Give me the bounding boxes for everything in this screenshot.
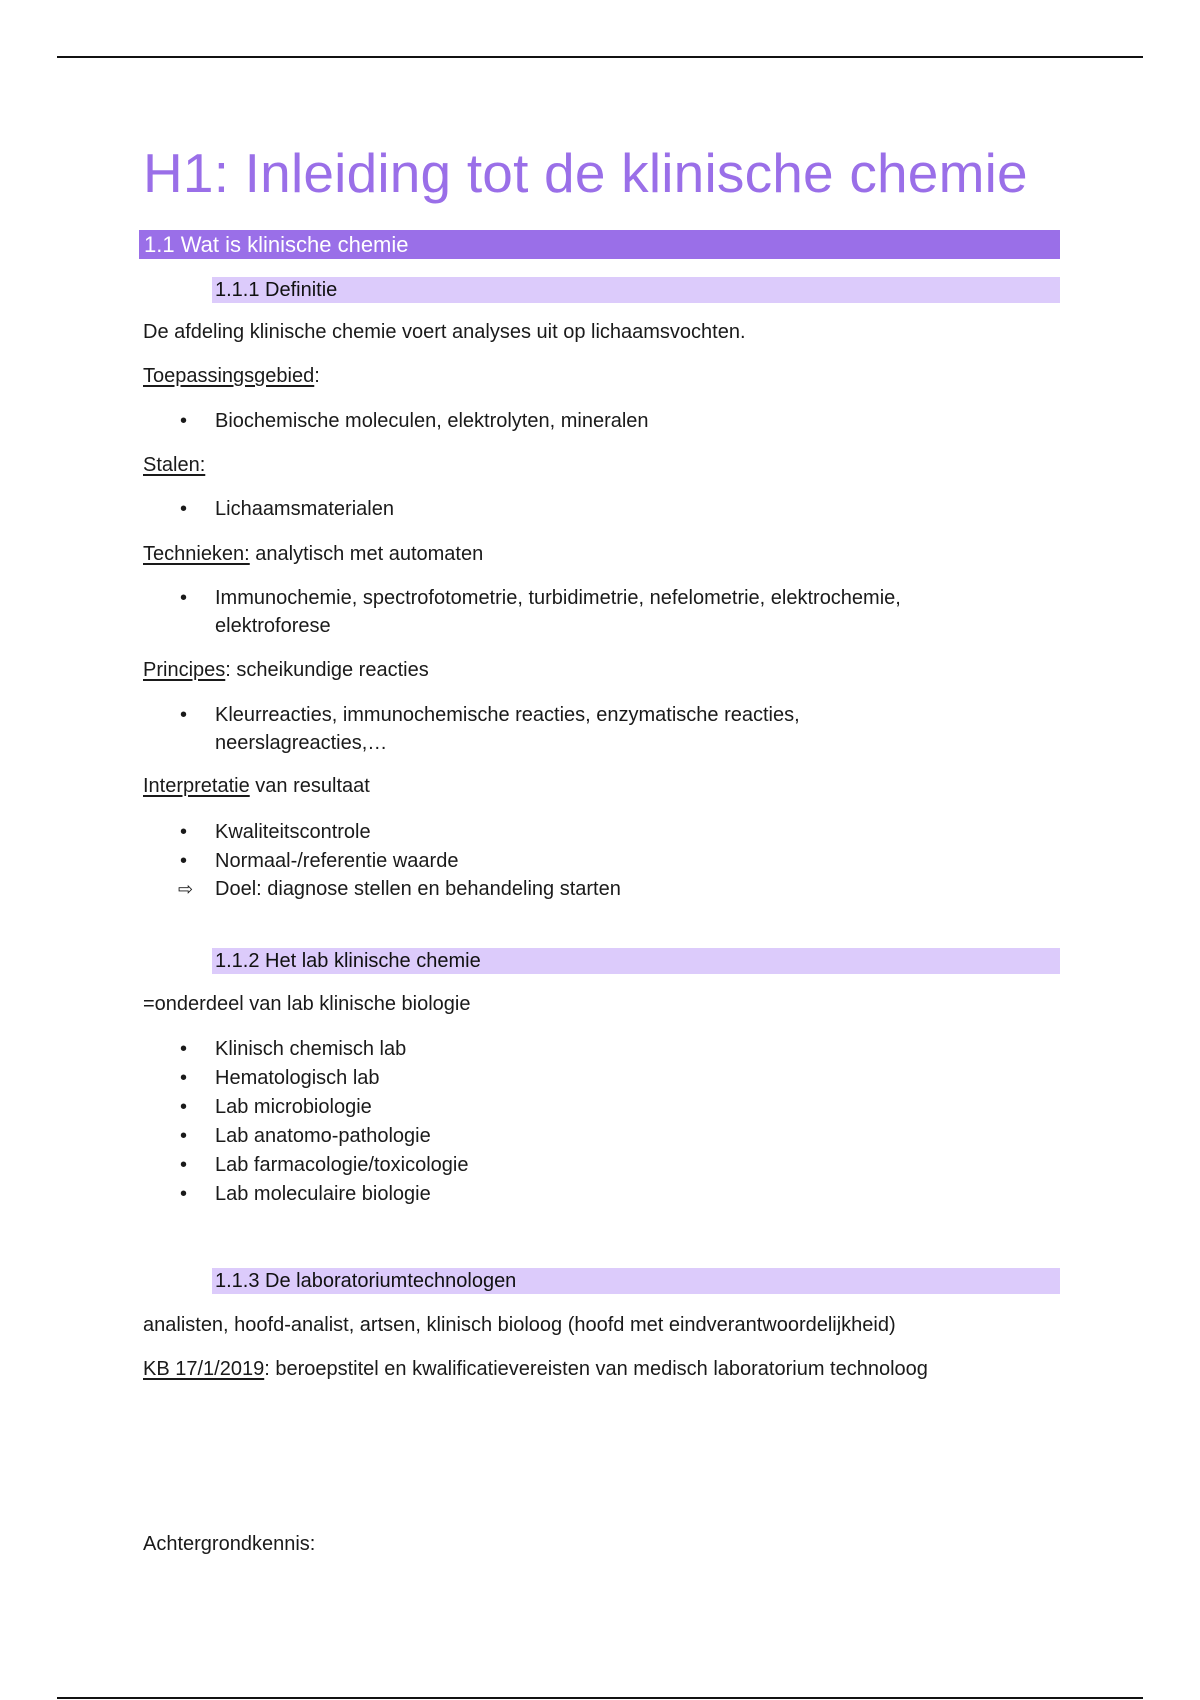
list-item: Immunochemie, spectrofotometrie, turbidimetrie, nefelometrie, elektrochemie, [215, 587, 901, 609]
stalen-label: Stalen: [143, 454, 206, 476]
section-heading: 1.1 Wat is klinische chemie [139, 230, 1060, 259]
kb-rest: : beroepstitel en kwalificatievereisten van medisch laboratorium technoloog [264, 1358, 928, 1380]
subsection-heading-lab: 1.1.2 Het lab klinische chemie [212, 948, 1060, 974]
list-item: Hematologisch lab [215, 1067, 380, 1089]
list-item: Klinisch chemisch lab [215, 1038, 407, 1060]
bullet-icon: • [180, 1067, 188, 1089]
page-title: H1: Inleiding tot de klinische chemie [143, 142, 1028, 204]
top-rule [57, 56, 1143, 58]
kb-line [143, 1355, 928, 1383]
bullet-icon: • [180, 821, 188, 843]
list-item: Normaal-/referentie waarde [215, 850, 459, 872]
achtergrond-label: Achtergrondkennis: [143, 1533, 316, 1555]
list-item: Biochemische moleculen, elektrolyten, mineralen [215, 410, 649, 432]
list-item: Lab microbiologie [215, 1096, 372, 1118]
bullet-icon: • [180, 1038, 188, 1060]
list-item: Kleurreacties, immunochemische reacties, enzymatische reacties, [215, 704, 800, 726]
toepassing-suffix: : [314, 365, 320, 387]
interpretatie-label: Interpretatie [143, 775, 250, 797]
list-item: Lab farmacologie/toxicologie [215, 1154, 469, 1176]
principes-line [143, 656, 429, 684]
bullet-icon: • [180, 1183, 188, 1205]
subsection-heading-definitie: 1.1.1 Definitie [212, 277, 1060, 303]
list-item: Lichaamsmaterialen [215, 498, 394, 520]
toepassing-label: Toepassingsgebied [143, 365, 315, 387]
kb-label: KB 17/1/2019 [143, 1358, 265, 1380]
bullet-icon: • [180, 704, 188, 726]
bullet-icon: • [180, 498, 188, 520]
toepassing-line [143, 362, 320, 390]
subsection-heading-technologen: 1.1.3 De laboratoriumtechnologen [212, 1268, 1060, 1294]
list-item-doel: Doel: diagnose stellen en behandeling starten [215, 878, 621, 900]
technologen-intro: analisten, hoofd-analist, artsen, klinisch bioloog (hoofd met eindverantwoordelijkheid) [143, 1314, 896, 1336]
list-item: Lab anatomo-pathologie [215, 1125, 431, 1147]
technieken-rest: analytisch met automaten [249, 543, 484, 565]
bottom-rule [57, 1697, 1143, 1699]
bullet-icon: • [180, 1125, 188, 1147]
principes-label: Principes [143, 659, 226, 681]
bullet-icon: • [180, 1096, 188, 1118]
technieken-label: Technieken: [143, 543, 250, 565]
list-item-continuation: elektroforese [215, 615, 331, 637]
bullet-icon: • [180, 1154, 188, 1176]
definitie-intro: De afdeling klinische chemie voert analyses uit op lichaamsvochten. [143, 321, 746, 343]
bullet-icon: • [180, 850, 188, 872]
bullet-icon: • [180, 410, 188, 432]
list-item: Lab moleculaire biologie [215, 1183, 431, 1205]
interpretatie-line [143, 772, 370, 800]
lab-intro: =onderdeel van lab klinische biologie [143, 993, 471, 1015]
bullet-icon: • [180, 587, 188, 609]
arrow-right-icon: ⇨ [178, 879, 194, 899]
technieken-line [143, 540, 483, 568]
list-item-continuation: neerslagreacties,… [215, 732, 388, 754]
interpretatie-rest: van resultaat [249, 775, 370, 797]
list-item: Kwaliteitscontrole [215, 821, 371, 843]
principes-rest: : scheikundige reacties [225, 659, 429, 681]
